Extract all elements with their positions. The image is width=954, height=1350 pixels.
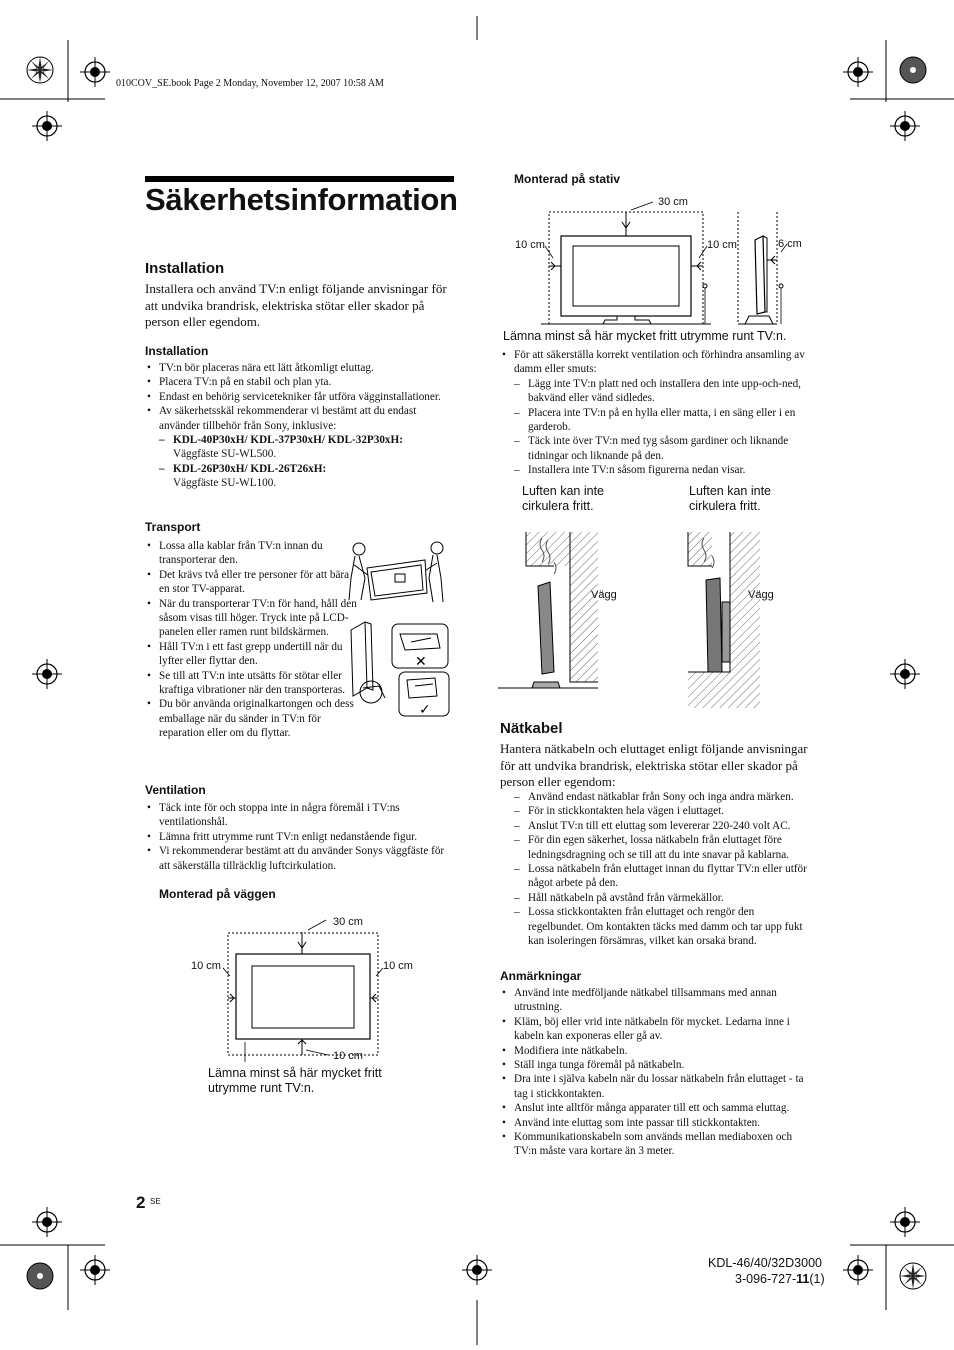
- wall-right-clearance: 10 cm: [383, 960, 413, 972]
- registration-mark-icon: [890, 111, 920, 141]
- power-cable-intro: Hantera nätkabeln och eluttaget enligt följande anvisningar för att undvika brandrisk, elektriska stötar eller skador på person eller egendom:: [500, 741, 808, 789]
- list-item: • Täck inte för och stoppa inte in några föremål i TV:ns ventilationshål.: [145, 801, 457, 830]
- list-item: – För din egen säkerhet, lossa nätkabeln från eluttaget före ledningsdragning och se till att du inte snavar på kablarna.: [500, 833, 812, 862]
- stand-left-clearance: 10 cm: [515, 239, 545, 251]
- stand-right-clearance: 10 cm: [707, 239, 737, 251]
- stand-mount-heading: Monterad på stativ: [514, 172, 621, 186]
- list-item: • Lämna fritt utrymme runt TV:n enligt nedanstående figur.: [145, 830, 457, 844]
- model-item: Väggfäste SU-WL500.: [173, 448, 277, 461]
- list-item: • TV:n bör placeras nära ett lätt åtkomligt eluttag.: [145, 361, 455, 375]
- wall-mount-heading: Monterad på väggen: [159, 887, 276, 901]
- registration-mark-icon: [890, 1207, 920, 1237]
- wall-left-clearance: 10 cm: [191, 960, 221, 972]
- list-item: • Använd inte medföljande nätkabel tillsammans med annan utrustning.: [500, 986, 812, 1015]
- list-item: • Det krävs två eller tre personer för att bära en stor TV-apparat.: [145, 568, 358, 597]
- model-name: – KDL-26P30xH/ KDL-26T26xH:: [145, 462, 455, 476]
- list-item: • Kläm, böj eller vrid inte nätkabeln för mycket. Ledarna inne i kabeln kan exponeras eller gå av.: [500, 1015, 812, 1044]
- installation-subheading: Installation: [145, 344, 209, 358]
- wall-bottom-clearance: 10 cm: [333, 1050, 363, 1062]
- list-item: • Se till att TV:n inte utsätts för stötar eller kraftiga vibrationer när den transporteras.: [145, 669, 358, 698]
- airflow-illustration: [498, 522, 808, 712]
- list-item: • Kommunikationskabeln som används mellan mediaboxen och TV:n måste vara kortare än 3 meter.: [500, 1130, 812, 1159]
- list-item: – Lossa nätkabeln från eluttaget innan du flyttar TV:n eller utför något arbete på den.: [500, 862, 812, 891]
- registration-mark-icon: [80, 57, 110, 87]
- power-cable-list: [500, 790, 812, 948]
- list-item: • Använd inte eluttag som inte passar till stickkontakten.: [500, 1116, 812, 1130]
- file-info-header: 010COV_SE.book Page 2 Monday, November 12, 2007 10:58 AM: [116, 78, 384, 89]
- wall-mount-diagram: [190, 912, 430, 1062]
- list-item: – Håll nätkabeln på avstånd från värmekällor.: [500, 891, 812, 905]
- notes-list: [500, 986, 812, 1159]
- registration-mark-icon: [890, 659, 920, 689]
- ventilation-heading: Ventilation: [145, 783, 206, 797]
- transport-list: [145, 539, 358, 741]
- page-number: 2: [136, 1193, 146, 1212]
- list-item: • Håll TV:n i ett fast grepp undertill när du lyfter eller flyttar den.: [145, 640, 358, 669]
- model-item: Väggfäste SU-WL100.: [173, 477, 277, 490]
- list-item: • Av säkerhetsskäl rekommenderar vi bestämt att du endast använder tillbehör från Sony, inklusive:: [145, 404, 455, 433]
- part-number-prefix: 3-096-727-: [735, 1272, 797, 1286]
- registration-mark-icon: [32, 111, 62, 141]
- list-item: • Vi rekommenderar bestämt att du använder Sonys väggfäste för att säkerställa tillräcklig luftcirkulation.: [145, 844, 457, 873]
- list-item: • Lossa alla kablar från TV:n innan du transporterar den.: [145, 539, 358, 568]
- list-item: • Dra inte i själva kabeln när du lossar nätkabeln från eluttaget - ta tag i stickkontakten.: [500, 1072, 812, 1101]
- registration-mark-icon: [32, 1207, 62, 1237]
- airflow-caption-left: Luften kan inte cirkulera fritt.: [522, 484, 605, 513]
- installation-list: [145, 361, 455, 491]
- stand-caption: Lämna minst så här mycket fritt utrymme runt TV:n.: [503, 329, 787, 343]
- list-item: • Anslut inte alltför många apparater till ett och samma eluttag.: [500, 1101, 812, 1115]
- part-number-revision: 11: [796, 1272, 810, 1286]
- part-number-suffix: (1): [809, 1272, 825, 1286]
- model-name: – KDL-40P30xH/ KDL-37P30xH/ KDL-32P30xH:: [145, 433, 455, 447]
- list-item: – Anslut TV:n till ett eluttag som levererar 220-240 volt AC.: [500, 819, 812, 833]
- notes-heading: Anmärkningar: [500, 969, 582, 983]
- wall-caption: Lämna minst så här mycket fritt utrymme runt TV:n.: [208, 1066, 382, 1095]
- airflow-caption-right: Luften kan inte cirkulera fritt.: [689, 484, 772, 513]
- stand-mount-diagram: [505, 190, 825, 335]
- color-wheel-icon: [27, 57, 53, 83]
- stand-side-clearance: 6 cm: [778, 238, 802, 250]
- page-number-suffix: SE: [150, 1197, 161, 1206]
- color-wheel-icon: [27, 1263, 53, 1289]
- wall-top-clearance: 30 cm: [333, 916, 363, 928]
- list-item: – Placera inte TV:n på en hylla eller matta, i en säng eller i en garderob.: [500, 406, 810, 435]
- page-title: Säkerhetsinformation: [145, 182, 458, 217]
- list-item: • För att säkerställa korrekt ventilation och förhindra ansamling av damm eller smuts:: [500, 348, 810, 377]
- list-item: – Täck inte över TV:n med tyg såsom gardiner och liknande tidningar och liknande på den.: [500, 434, 810, 463]
- list-item: • Endast en behörig servicetekniker får utföra vägginstallationer.: [145, 390, 455, 404]
- stand-top-clearance: 30 cm: [658, 196, 688, 208]
- wrong-mark-icon: ✕: [415, 654, 427, 670]
- list-item: • När du transporterar TV:n för hand, håll den såsom visas till höger. Tryck inte på LCD-panelen eller ramen runt bildskärmen.: [145, 597, 358, 640]
- transport-illustration: [345, 538, 457, 720]
- list-item: – Lossa stickkontakten från eluttaget och rengör den regelbundet. Om kontakten täcks med damm och tar upp fukt kan isoleringen försämras, vilket kan orsaka brand.: [500, 905, 812, 948]
- power-cable-heading: Nätkabel: [500, 720, 563, 737]
- wall-label-left: Vägg: [591, 589, 617, 601]
- list-item: – Installera inte TV:n såsom figurerna nedan visar.: [500, 463, 810, 477]
- transport-heading: Transport: [145, 520, 201, 534]
- installation-heading: Installation: [145, 260, 225, 277]
- list-item: – För in stickkontakten hela vägen i eluttaget.: [500, 804, 812, 818]
- list-item: • Ställ inga tunga föremål på nätkabeln.: [500, 1058, 812, 1072]
- color-wheel-icon: [900, 1263, 926, 1289]
- list-item: – Lägg inte TV:n platt ned och installera den inte upp-och-ned, bakvänd eller vänd sidledes.: [500, 377, 810, 406]
- registration-mark-icon: [843, 57, 873, 87]
- ventilation-list: [145, 801, 457, 873]
- registration-mark-icon: [80, 1255, 110, 1285]
- registration-mark-icon: [843, 1255, 873, 1285]
- list-item: • Du bör använda originalkartongen och dess emballage när du sänder in TV:n för reparation eller om du flyttar.: [145, 697, 358, 740]
- registration-mark-icon: [462, 1255, 492, 1285]
- list-item: • Modifiera inte nätkabeln.: [500, 1044, 812, 1058]
- part-number: [735, 1272, 825, 1286]
- ventilation-more-list: [500, 348, 810, 478]
- list-item: – Använd endast nätkablar från Sony och inga andra märken.: [500, 790, 812, 804]
- color-wheel-icon: [900, 57, 926, 83]
- list-item: • Placera TV:n på en stabil och plan yta.: [145, 375, 455, 389]
- registration-mark-icon: [32, 659, 62, 689]
- model-number: KDL-46/40/32D3000: [708, 1256, 822, 1270]
- installation-intro: Installera och använd TV:n enligt följande anvisningar för att undvika brandrisk, elektriska stötar eller skador på person eller egendom.: [145, 281, 447, 329]
- right-mark-icon: ✓: [419, 702, 431, 718]
- wall-label-right: Vägg: [748, 589, 774, 601]
